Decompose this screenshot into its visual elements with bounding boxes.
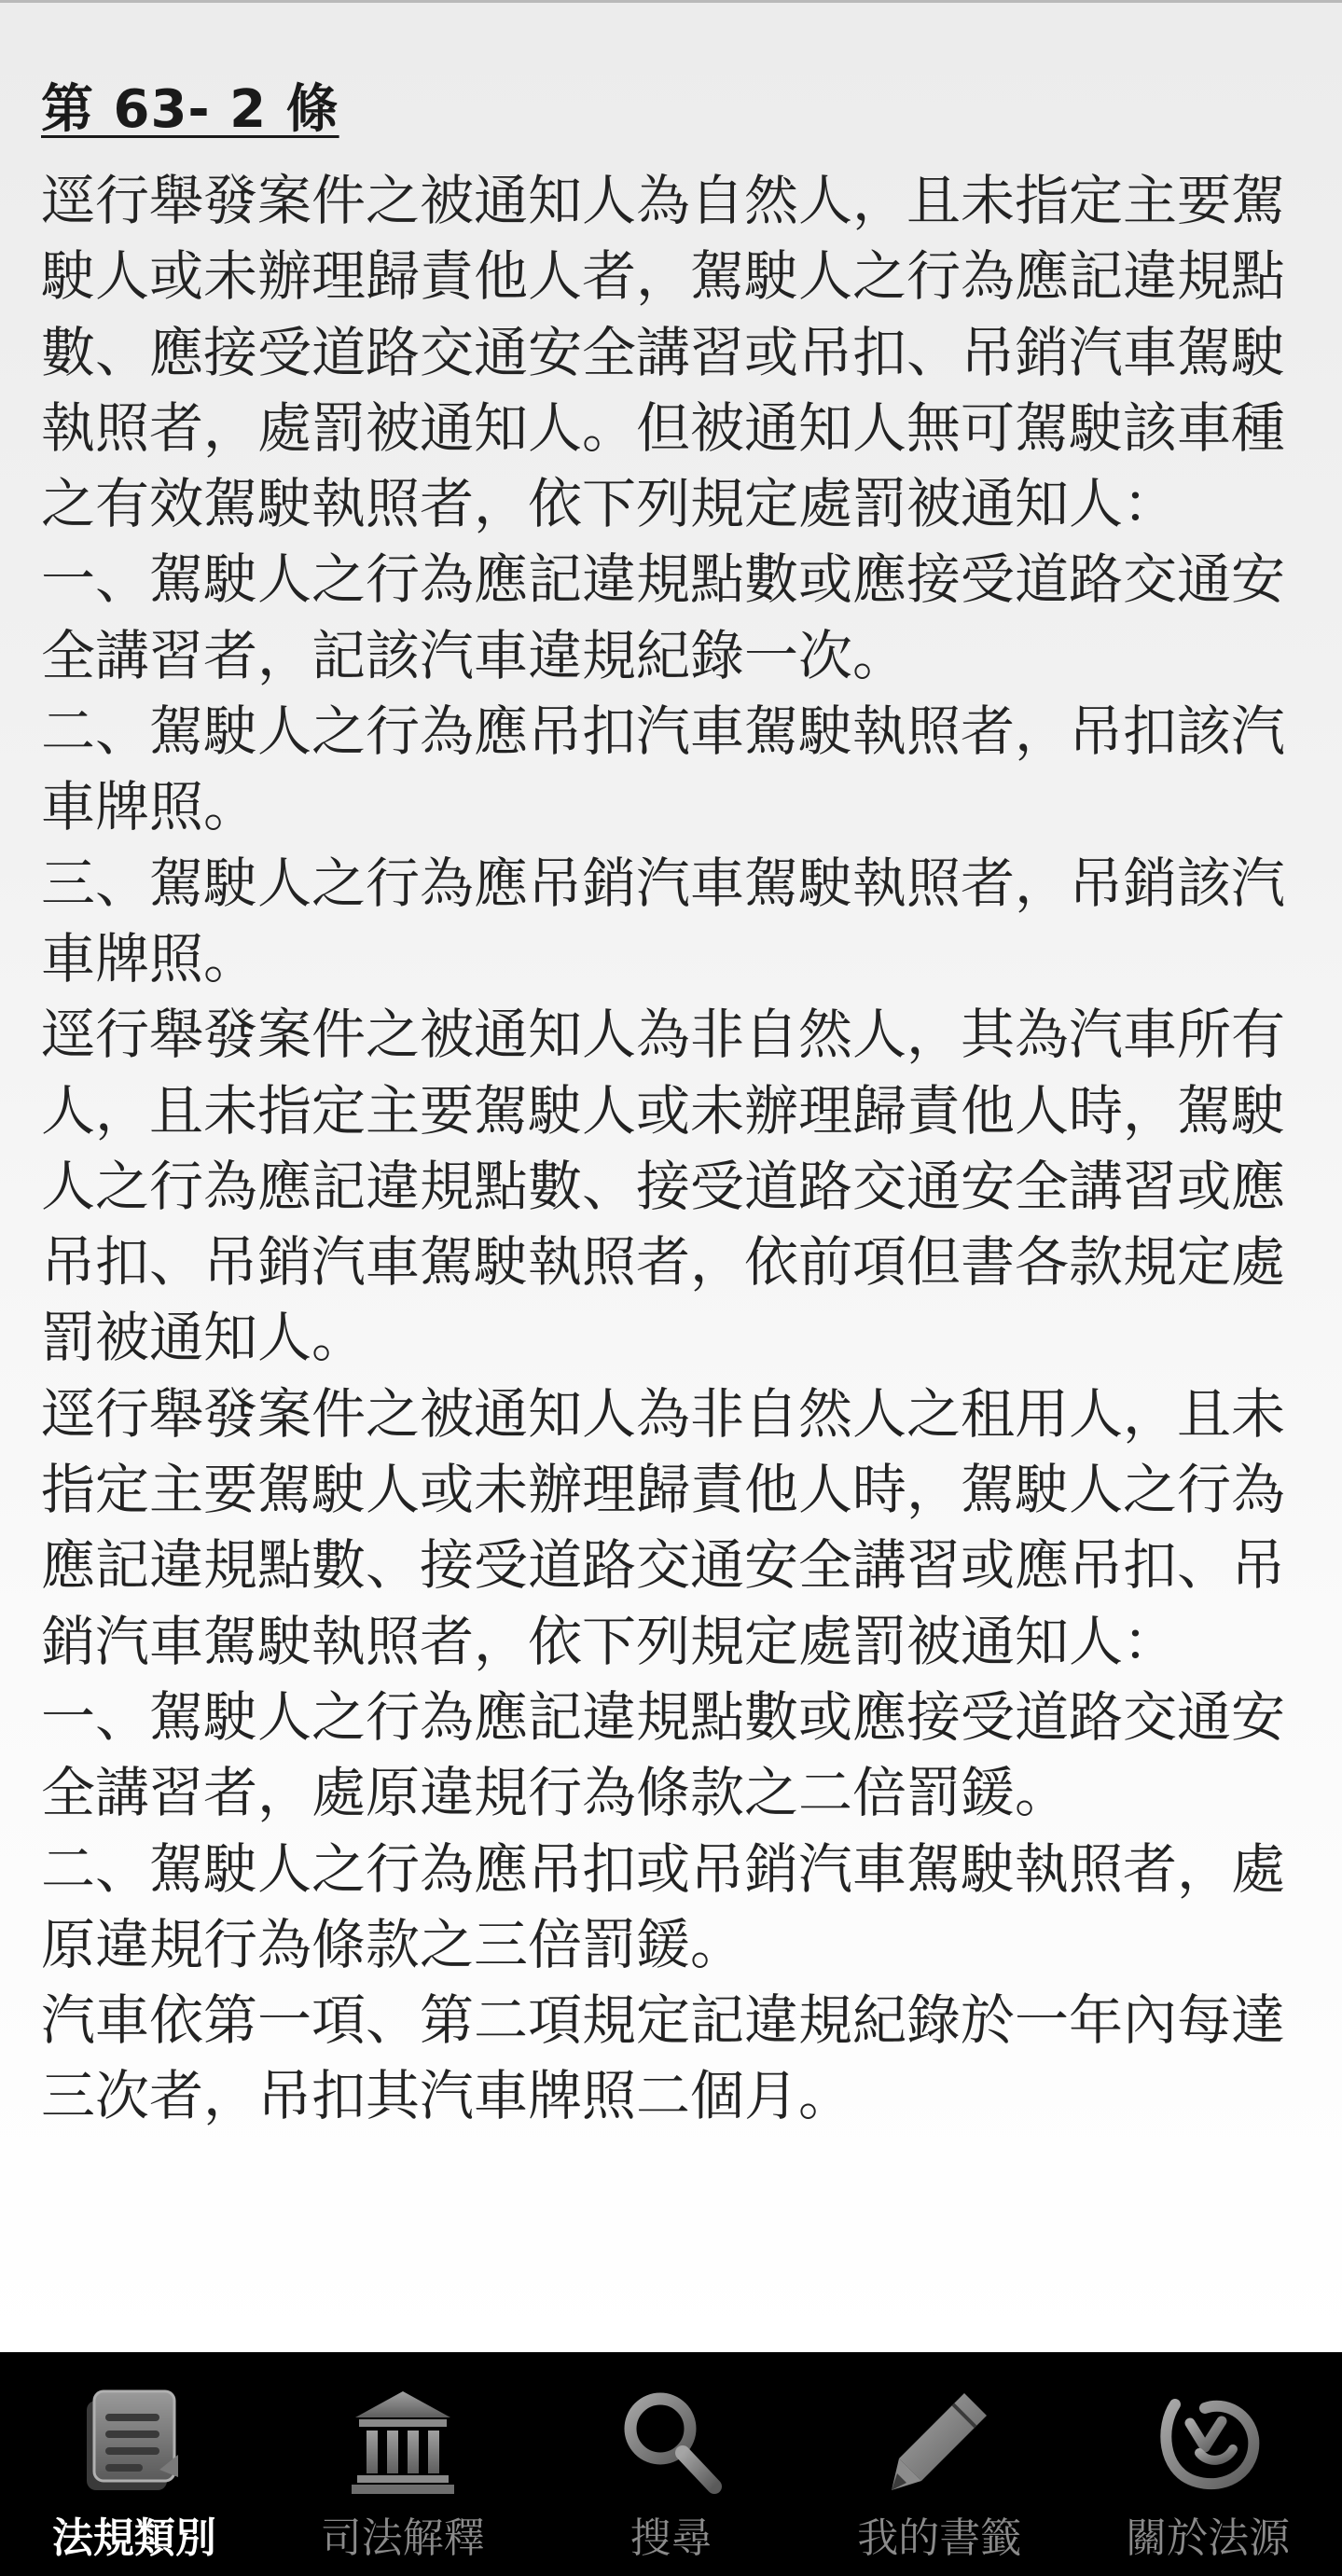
article-title: 第 63- 2 條 [41,79,339,140]
article-paragraph: 二、駕駛人之行為應吊扣汽車駕駛執照者，吊扣該汽車牌照。 [41,699,1286,839]
tab-label: 法規類別 [51,2514,216,2562]
article-paragraph: 逕行舉發案件之被通知人為非自然人之租用人，且未指定主要駕駛人或未辦理歸責他人時，駕駛人之行為應記違規點數、接受道路交通安全講習或應吊扣、吊銷汽車駕駛執照者，依下列規定處罰被通知人： [41,1381,1286,1673]
article-paragraph: 逕行舉發案件之被通知人為自然人，且未指定主要駕駛人或未辦理歸責他人者，駕駛人之行為應記違規點數、應接受道路交通安全講習或吊扣、吊銷汽車駕駛執照者，處罰被通知人。但被通知人無可駕駛該車種之有效駕駛執照者，依下列規定處罰被通知人： [41,169,1286,536]
article-body [41,163,1305,2135]
article-paragraph: 逕行舉發案件之被通知人為非自然人，其為汽車所有人，且未指定主要駕駛人或未辦理歸責他人時，駕駛人之行為應記違規點數、接受道路交通安全講習或應吊扣、吊銷汽車駕駛執照者，依前項但書各款規定處罰被通知人。 [41,1003,1286,1370]
pencil-icon [879,2380,1000,2501]
courthouse-icon [342,2380,463,2501]
article-paragraph: 一、駕駛人之行為應記違規點數或應接受道路交通安全講習者，記該汽車違規紀錄一次。 [41,547,1286,687]
tab-my-bookmarks[interactable] [805,2352,1073,2576]
tab-label: 司法解釋 [320,2514,485,2562]
logo-icon [1147,2380,1268,2501]
tab-label: 關於法源 [1126,2514,1291,2562]
tab-label: 搜尋 [629,2514,713,2562]
article-paragraph: 一、駕駛人之行為應記違規點數或應接受道路交通安全講習者，處原違規行為條款之二倍罰鍰。 [41,1684,1286,1825]
article-view[interactable] [0,3,1342,2352]
document-icon [74,2380,195,2501]
tab-search[interactable] [537,2352,806,2576]
tab-law-categories[interactable] [0,2352,269,2576]
tab-label: 我的書籤 [857,2514,1022,2562]
tab-judicial-interpretation[interactable] [269,2352,537,2576]
bottom-tab-bar [0,2352,1342,2576]
tab-about[interactable] [1073,2352,1342,2576]
article-paragraph: 汽車依第一項、第二項規定記違規紀錄於一年內每達三次者，吊扣其汽車牌照二個月。 [41,1988,1286,2128]
search-icon [610,2380,731,2501]
article-paragraph: 三、駕駛人之行為應吊銷汽車駕駛執照者，吊銷該汽車牌照。 [41,851,1286,990]
article-paragraph: 二、駕駛人之行為應吊扣或吊銷汽車駕駛執照者，處原違規行為條款之三倍罰鍰。 [41,1836,1286,1976]
